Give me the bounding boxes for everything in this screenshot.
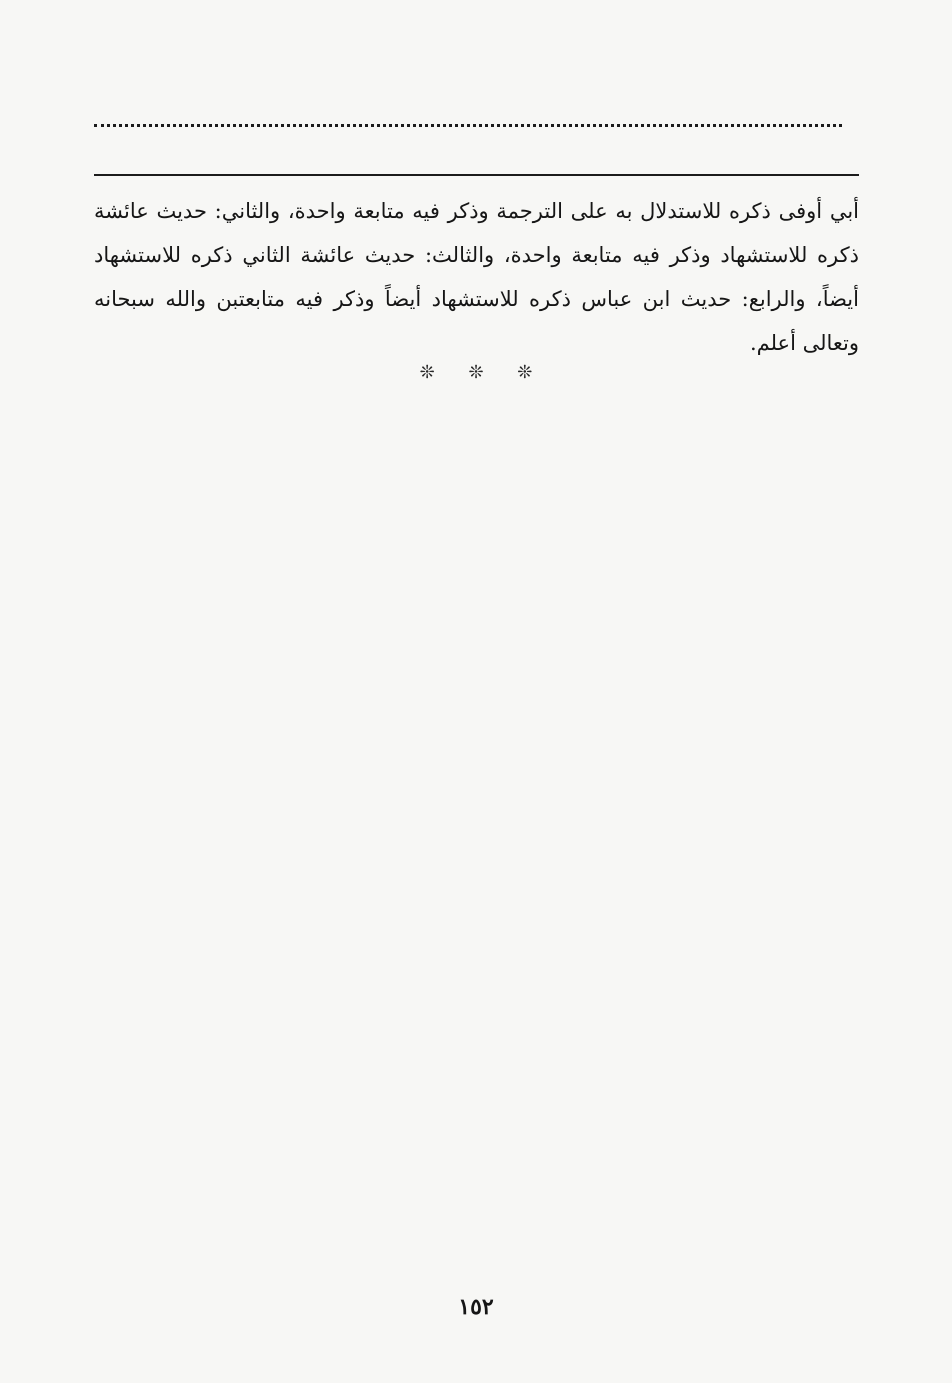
dotted-separator-line — [94, 124, 842, 127]
section-end-ornament — [0, 362, 952, 383]
star-ornament-icon: ❊ — [468, 362, 484, 383]
footnote-paragraph: أبي أوفى ذكره للاستدلال به على الترجمة وذكر فيه متابعة واحدة، والثاني: حديث عائشة ذكره للاستشهاد وذكر فيه متابعة واحدة، والثالث: حديث عائشة الثاني ذكره للاستشهاد أيضاً، والرابع: حديث ابن عباس ذكره للاستشهاد أيضاً وذكر فيه متابعتبن والله سبحانه وتعالى أعلم. — [94, 199, 859, 355]
star-ornament-icon: ❊ — [517, 362, 533, 383]
footnote-separator-line — [94, 174, 859, 176]
star-ornament-icon: ❊ — [419, 362, 435, 383]
page-number: ١٥٢ — [458, 1294, 494, 1320]
